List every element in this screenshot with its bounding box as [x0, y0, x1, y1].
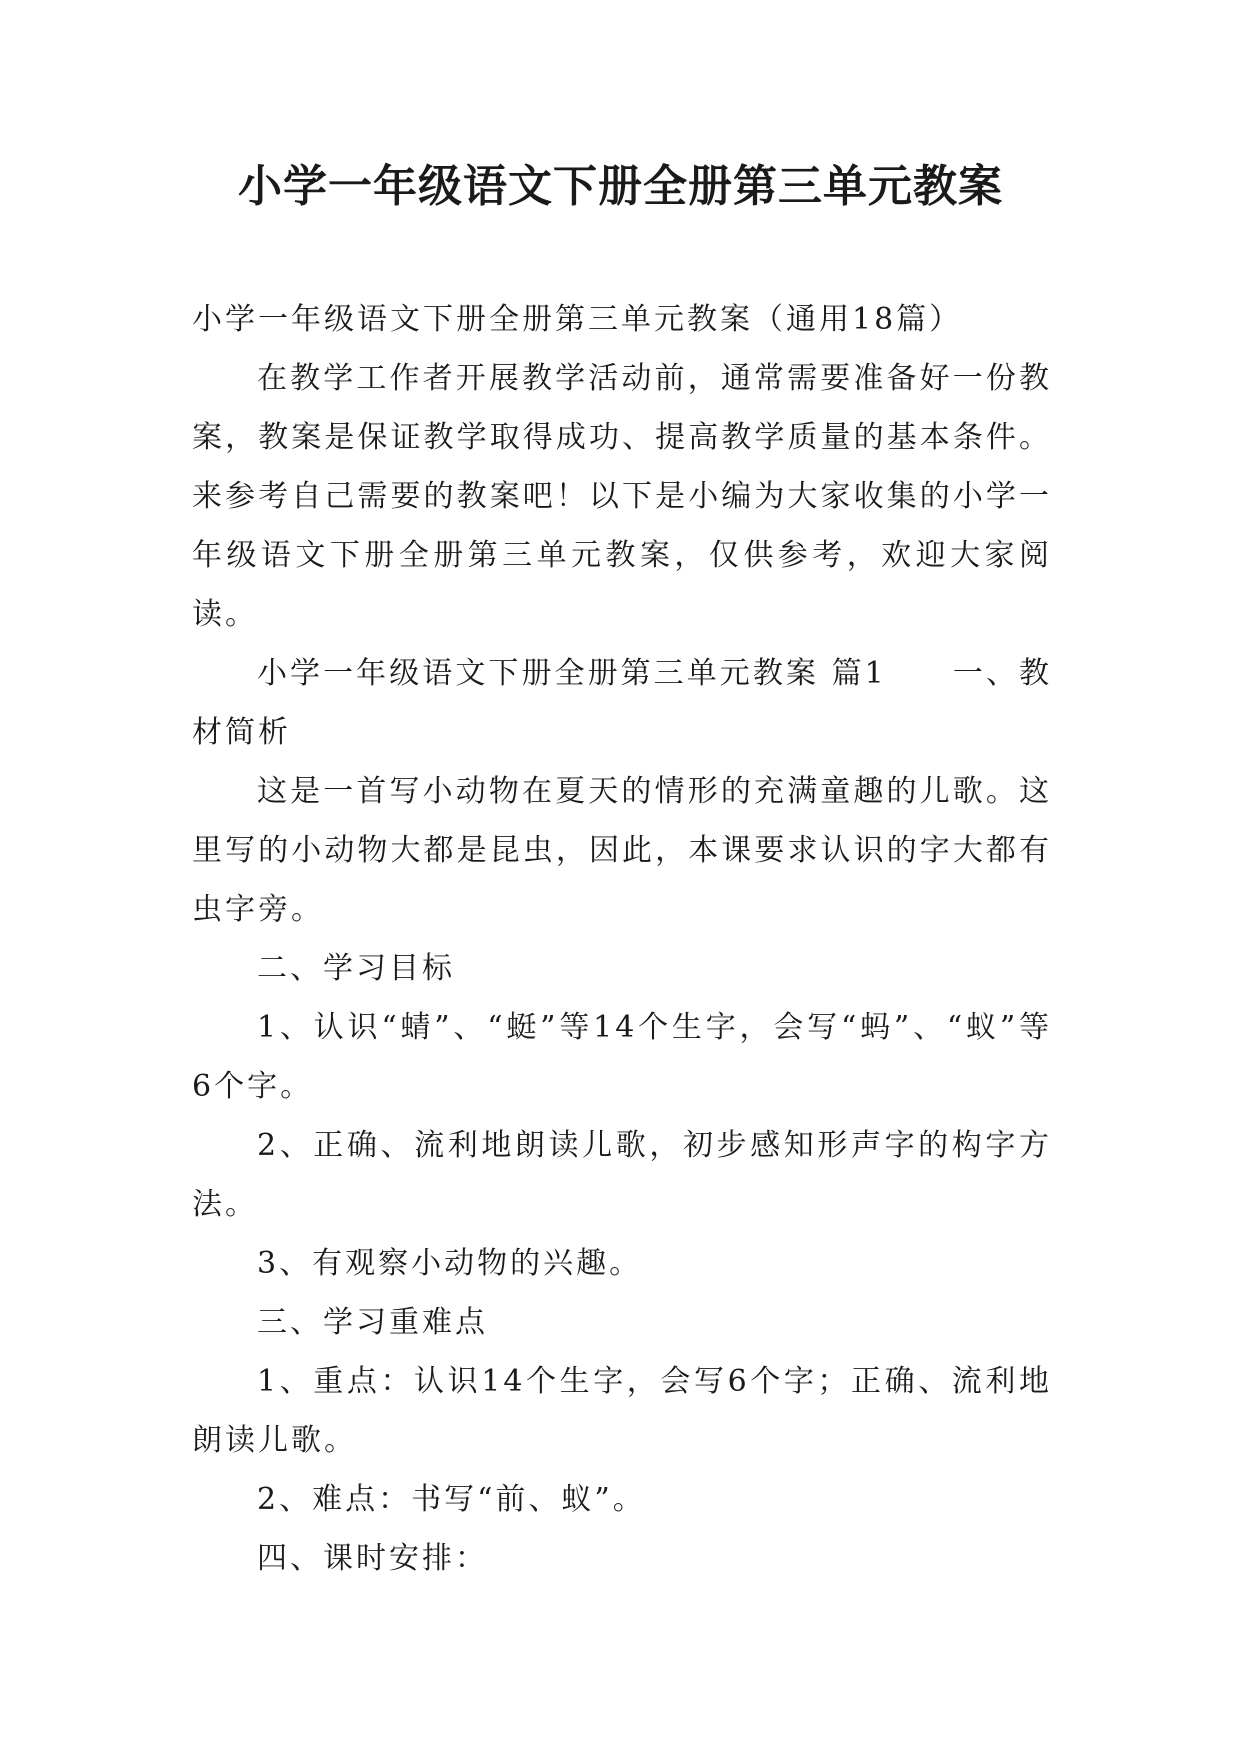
document-title: 小学一年级语文下册全册第三单元教案 — [238, 161, 1003, 212]
heading-class-schedule: 四、课时安排： — [257, 1541, 488, 1576]
heading-key-difficulties: 三、学习重难点 — [257, 1305, 488, 1340]
paragraph-material-analysis: 这是一首写小动物在夏天的情形的充满童趣的儿歌。这里写的小动物大都是昆虫，因此，本课要求认识的字大都有虫字旁。 — [192, 774, 1052, 927]
document-body — [192, 290, 1052, 1588]
goal-item-2: 2、正确、流利地朗读儿歌，初步感知形声字的构字方法。 — [192, 1128, 1052, 1222]
paragraph-intro: 在教学工作者开展教学活动前，通常需要准备好一份教案，教案是保证教学取得成功、提高教学质量的基本条件。来参考自己需要的教案吧！以下是小编为大家收集的小学一年级语文下册全册第三单元教案，仅供参考，欢迎大家阅读。 — [192, 361, 1052, 632]
goal-item-1: 1、认识“蜻”、“蜓”等14个生字，会写“蚂”、“蚁”等6个字。 — [192, 1010, 1052, 1104]
heading-learning-goals: 二、学习目标 — [257, 951, 455, 986]
paragraph-subtitle: 小学一年级语文下册全册第三单元教案（通用18篇） — [192, 302, 963, 337]
paragraph-section-heading: 小学一年级语文下册全册第三单元教案 篇1 一、教材简析 — [192, 656, 1052, 750]
difficulty-item-1: 1、重点：认识14个生字，会写6个字；正确、流利地朗读儿歌。 — [192, 1364, 1052, 1458]
goal-item-3: 3、有观察小动物的兴趣。 — [257, 1246, 643, 1281]
difficulty-item-2: 2、难点：书写“前、蚁”。 — [257, 1482, 646, 1517]
